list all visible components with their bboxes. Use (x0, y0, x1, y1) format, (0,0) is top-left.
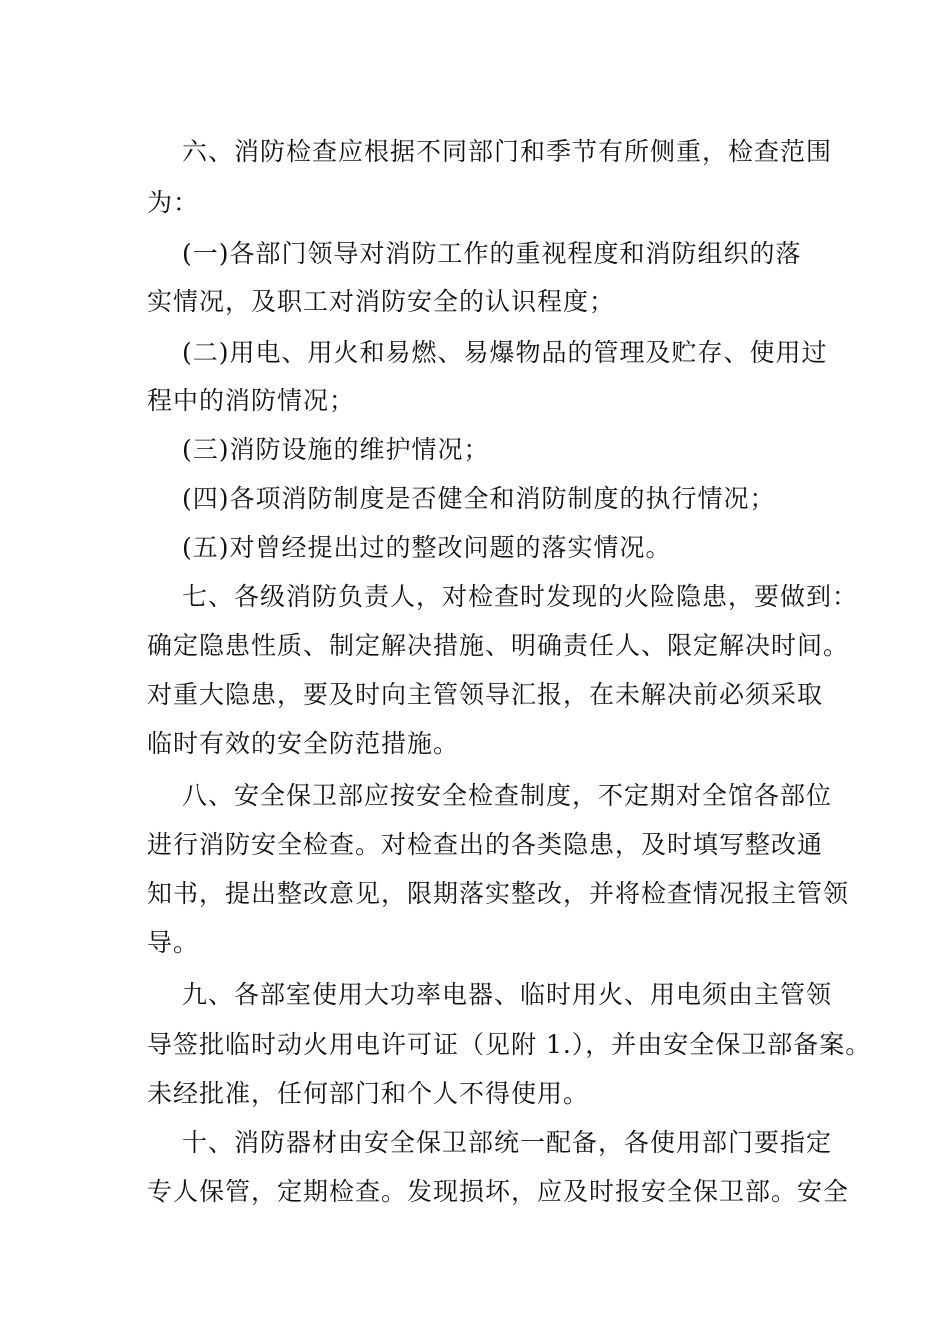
paragraph-6-line-2: 为： (147, 188, 200, 217)
paragraph-8-line-3: 知书，提出整改意见，限期落实整改，并将检查情况报主管领 (147, 879, 850, 908)
item-4-line-1: (四)各项消防制度是否健全和消防制度的执行情况； (182, 484, 776, 513)
paragraph-9-line-2: 导签批临时动火用电许可证（见附 1.），并由安全保卫部备案。 (147, 1030, 872, 1059)
paragraph-7-line-4: 临时有效的安全防范措施。 (147, 729, 460, 758)
paragraph-9-line-1: 九、各部室使用大功率电器、临时用火、用电须由主管领 (182, 980, 833, 1009)
paragraph-7-line-1: 七、各级消防负责人，对检查时发现的火险隐患，要做到： (182, 582, 859, 611)
item-3-line-1: (三)消防设施的维护情况； (182, 435, 490, 464)
paragraph-6-line-1: 六、消防检查应根据不同部门和季节有所侧重，检查范围 (182, 137, 833, 166)
paragraph-7-line-2: 确定隐患性质、制定解决措施、明确责任人、限定解决时间。 (147, 631, 850, 660)
paragraph-8-line-2: 进行消防安全检查。对检查出的各类隐患，及时填写整改通 (147, 830, 824, 859)
paragraph-7-line-3: 对重大隐患，要及时向主管领导汇报，在未解决前必须采取 (147, 680, 824, 709)
paragraph-8-line-4: 导。 (147, 928, 200, 957)
paragraph-10-line-2: 专人保管，定期检查。发现损坏，应及时报安全保卫部。安全 (147, 1177, 850, 1206)
item-1-line-2: 实情况，及职工对消防安全的认识程度； (147, 287, 616, 316)
paragraph-9-line-3: 未经批准，任何部门和个人不得使用。 (147, 1079, 590, 1108)
item-1-line-1: (一)各部门领导对消防工作的重视程度和消防组织的落 (182, 239, 802, 268)
item-2-line-1: (二)用电、用火和易燃、易爆物品的管理及贮存、使用过 (182, 338, 828, 367)
item-5-line-1: (五)对曾经提出过的整改问题的落实情况。 (182, 533, 672, 562)
paragraph-8-line-1: 八、安全保卫部应按安全检查制度，不定期对全馆各部位 (182, 781, 833, 810)
item-2-line-2: 程中的消防情况； (147, 386, 356, 415)
paragraph-10-line-1: 十、消防器材由安全保卫部统一配备，各使用部门要指定 (182, 1128, 833, 1157)
